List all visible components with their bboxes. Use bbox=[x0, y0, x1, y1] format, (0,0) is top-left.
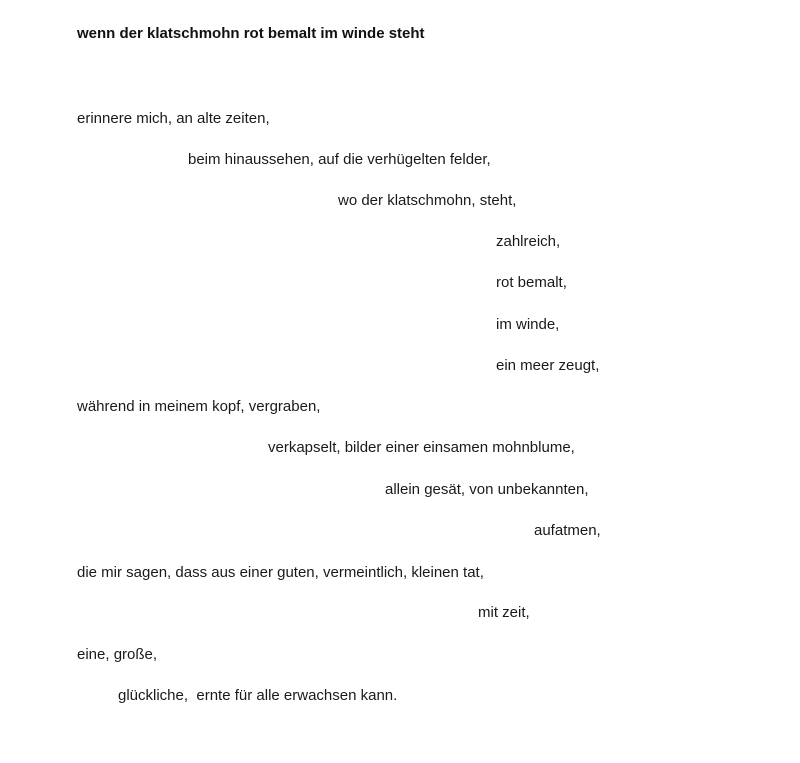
poem-line-4: zahlreich, bbox=[496, 233, 561, 250]
poem-line-3: wo der klatschmohn, steht, bbox=[338, 192, 517, 209]
poem-line-7: ein meer zeugt, bbox=[496, 357, 600, 374]
poem-line-15: glückliche, ernte für alle erwachsen kann. bbox=[118, 687, 398, 704]
poem-line-2: beim hinaussehen, auf die verhügelten felder, bbox=[188, 151, 491, 168]
poem-line-9: verkapselt, bilder einer einsamen mohnblume, bbox=[268, 439, 575, 456]
poem-line-14: eine, große, bbox=[77, 646, 158, 663]
poem-line-11: aufatmen, bbox=[534, 522, 601, 539]
poem-line-5: rot bemalt, bbox=[496, 274, 567, 291]
poem-line-12: die mir sagen, dass aus einer guten, vermeintlich, kleinen tat, bbox=[77, 564, 484, 581]
poem-line-6: im winde, bbox=[496, 316, 560, 333]
poem-line-1: erinnere mich, an alte zeiten, bbox=[77, 110, 270, 127]
poem-line-13: mit zeit, bbox=[478, 604, 530, 621]
poem-line-8: während in meinem kopf, vergraben, bbox=[77, 398, 321, 415]
poem-title: wenn der klatschmohn rot bemalt im winde steht bbox=[77, 25, 425, 42]
poem-line-10: allein gesät, von unbekannten, bbox=[385, 481, 589, 498]
